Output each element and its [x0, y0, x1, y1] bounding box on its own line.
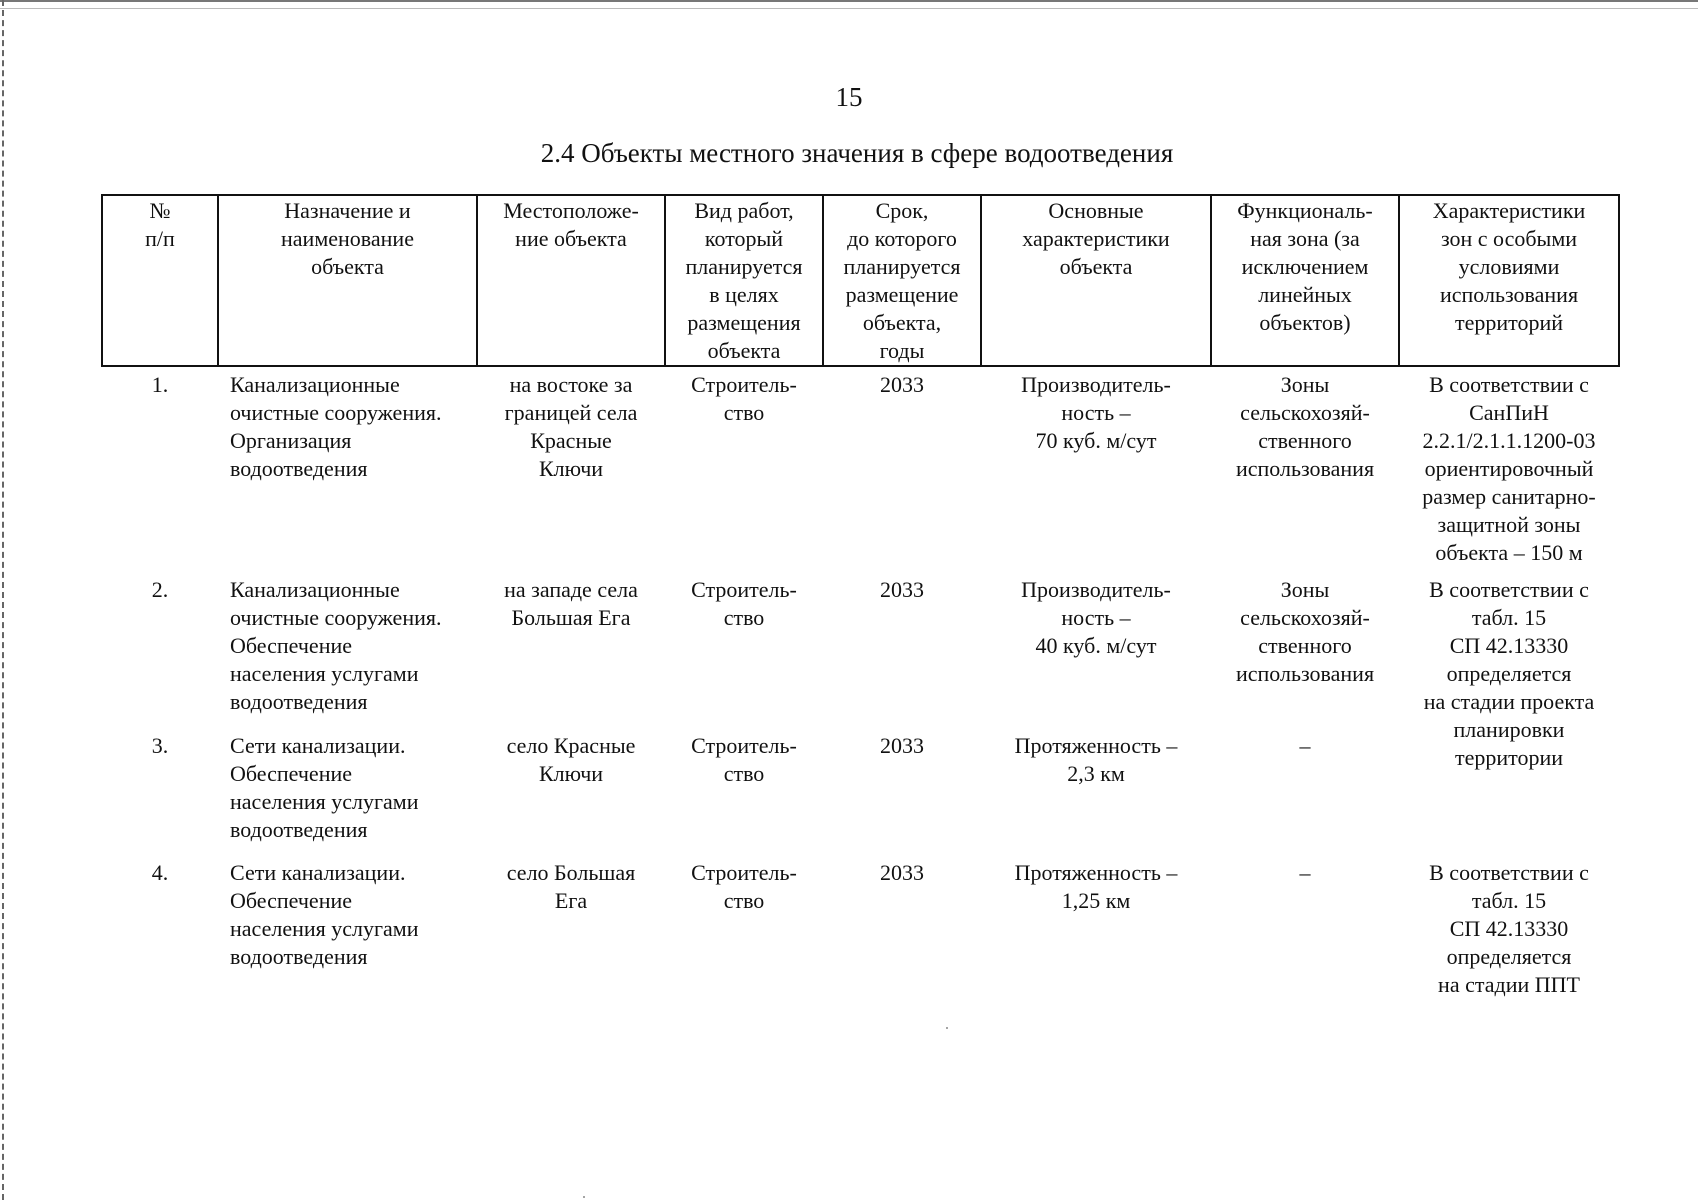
cell-text-line: в целях — [709, 282, 779, 307]
functional-zone-cell — [1211, 728, 1399, 855]
cell-text-line: ственного — [1258, 428, 1352, 453]
cell-text-line: использования — [1235, 456, 1375, 481]
functional-zone-cell — [1211, 855, 1399, 999]
cell-text-line: Обеспечение — [230, 888, 352, 913]
row-number: 4. — [151, 860, 169, 885]
cell-text-line: защитной зоны — [1437, 512, 1581, 537]
term-cell: 2033 — [880, 372, 924, 397]
cell-text-line: Протяженность – — [1014, 733, 1178, 758]
cell-text-line: территорий — [1454, 310, 1564, 335]
cell-text-line: В соответствии с — [1429, 372, 1589, 397]
cell-text-line: Организация — [230, 428, 352, 453]
cell-text-line: ство — [723, 888, 765, 913]
cell-text-line: объекта — [707, 338, 781, 363]
characteristics-cell — [981, 728, 1211, 855]
cell-text-line: населения услугами — [230, 661, 419, 686]
cell-text-line: ность – — [1061, 605, 1131, 630]
cell-text-line: объекта – 150 м — [1435, 540, 1583, 565]
term-cell: 2033 — [880, 577, 924, 602]
cell-text-line: населения услугами — [230, 916, 419, 941]
location-cell — [477, 572, 665, 728]
cell-text-line: Сети канализации. — [230, 860, 406, 885]
cell-text-line: линейных — [1258, 282, 1352, 307]
cell-text-line: Зоны — [1280, 372, 1330, 397]
object-name-cell — [218, 572, 477, 728]
cell-text-line: село Красные — [506, 733, 636, 758]
cell-text-line: 2.2.1/2.1.1.1200-03 — [1422, 428, 1596, 453]
cell-text-line: объекта — [311, 254, 384, 279]
cell-text-line: ние объекта — [515, 226, 627, 251]
cell-text-line: В соответствии с — [1429, 577, 1589, 602]
cell-text-line: табл. 15 — [1471, 605, 1547, 630]
cell-text-line: Строитель- — [691, 733, 797, 758]
cell-text-line: определяется — [1446, 944, 1572, 969]
cell-text-line: на стадии ППТ — [1438, 972, 1580, 997]
header-cell — [218, 195, 477, 366]
cell-text-line: территории — [1454, 745, 1564, 770]
cell-text-line: планируется — [843, 254, 961, 279]
cell-text-line: очистные сооружения. — [230, 605, 442, 630]
cell-text-line: Производитель- — [1021, 577, 1171, 602]
special-zone-cell — [1399, 366, 1619, 572]
cell-text-line: объектов) — [1259, 310, 1351, 335]
cell-text-line: ство — [723, 761, 765, 786]
cell-text-line: ная зона (за — [1250, 226, 1360, 251]
cell-text-line: 2,3 км — [1067, 761, 1125, 786]
cell-text-line: планируется — [685, 254, 803, 279]
cell-text-line: Красные — [530, 428, 612, 453]
header-cell — [665, 195, 823, 366]
cell-text-line: Функциональ- — [1237, 198, 1373, 223]
cell-text-line: использования — [1235, 661, 1375, 686]
header-cell — [823, 195, 981, 366]
scan-edge-top-inner — [0, 8, 1698, 9]
table-row — [102, 855, 1619, 999]
scan-speck — [583, 1196, 585, 1198]
cell-text-line: населения услугами — [230, 789, 419, 814]
cell-text-line: 70 куб. м/сут — [1035, 428, 1157, 453]
cell-text-line: водоотведения — [230, 689, 368, 714]
location-cell — [477, 855, 665, 999]
header-cell — [1211, 195, 1399, 366]
cell-text-line: характеристики — [1022, 226, 1170, 251]
table-row — [102, 572, 1619, 728]
cell-text-line: СП 42.13330 — [1449, 633, 1569, 658]
cell-text-line: на стадии проекта — [1423, 689, 1595, 714]
cell-text-line: объекта, — [862, 310, 942, 335]
cell-text-line: сельскохозяй- — [1240, 605, 1370, 630]
object-name-cell — [218, 728, 477, 855]
cell-text-line: Обеспечение — [230, 761, 352, 786]
cell-text-line: Большая Ега — [511, 605, 631, 630]
cell-text-line: водоотведения — [230, 456, 368, 481]
work-type-cell — [665, 572, 823, 728]
cell-text-line: табл. 15 — [1471, 888, 1547, 913]
cell-text-line: п/п — [145, 226, 175, 251]
cell-text-line: наименование — [281, 226, 414, 251]
cell-text-line: размер санитарно- — [1422, 484, 1596, 509]
scan-speck — [946, 1027, 948, 1029]
cell-text-line: планировки — [1453, 717, 1565, 742]
work-type-cell — [665, 855, 823, 999]
functional-zone-cell — [1211, 572, 1399, 728]
object-name-cell — [218, 366, 477, 572]
cell-text-line: зон с особыми — [1440, 226, 1578, 251]
cell-text-line: Местоположе- — [503, 198, 639, 223]
header-cell — [981, 195, 1211, 366]
cell-text-line: – — [1299, 860, 1311, 885]
cell-text-line: В соответствии с — [1429, 860, 1589, 885]
work-type-cell — [665, 366, 823, 572]
special-zone-cell — [1399, 855, 1619, 999]
cell-text-line: границей села — [504, 400, 638, 425]
characteristics-cell — [981, 366, 1211, 572]
page-title: 2.4 Объекты местного значения в сфере водоотведения — [540, 138, 1174, 168]
table-row — [102, 728, 1619, 855]
cell-text-line: Строитель- — [691, 860, 797, 885]
cell-text-line: Зоны — [1280, 577, 1330, 602]
cell-text-line: Ключи — [538, 761, 604, 786]
cell-text-line: Срок, — [875, 198, 929, 223]
cell-text-line: годы — [879, 338, 925, 363]
cell-text-line: Сети канализации. — [230, 733, 406, 758]
cell-text-line: исключением — [1241, 254, 1369, 279]
characteristics-cell — [981, 572, 1211, 728]
cell-text-line: Канализационные — [230, 372, 400, 397]
location-cell — [477, 728, 665, 855]
table-header-row — [102, 195, 1619, 366]
cell-text-line: водоотведения — [230, 817, 368, 842]
cell-text-line: на западе села — [504, 577, 638, 602]
cell-text-line: Ега — [554, 888, 588, 913]
table-row — [102, 366, 1619, 572]
objects-table — [101, 194, 1620, 999]
term-cell: 2033 — [880, 860, 924, 885]
cell-text-line: Обеспечение — [230, 633, 352, 658]
header-cell — [477, 195, 665, 366]
special-zone-cell — [1399, 572, 1619, 855]
cell-text-line: СанПиН — [1469, 400, 1549, 425]
cell-text-line: 1,25 км — [1061, 888, 1131, 913]
cell-text-line: 40 куб. м/сут — [1035, 633, 1157, 658]
cell-text-line: ство — [723, 400, 765, 425]
cell-text-line: сельскохозяй- — [1240, 400, 1370, 425]
cell-text-line: ственного — [1258, 633, 1352, 658]
cell-text-line: размещение — [845, 282, 959, 307]
cell-text-line: Протяженность – — [1014, 860, 1178, 885]
scan-edge-top — [0, 0, 1698, 8]
cell-text-line: водоотведения — [230, 944, 368, 969]
work-type-cell — [665, 728, 823, 855]
cell-text-line: ориентировочный — [1424, 456, 1594, 481]
cell-text-line: село Большая — [506, 860, 636, 885]
cell-text-line: размещения — [687, 310, 801, 335]
cell-text-line: условиями — [1458, 254, 1560, 279]
characteristics-cell — [981, 855, 1211, 999]
cell-text-line: Канализационные — [230, 577, 400, 602]
row-number: 2. — [151, 577, 169, 602]
cell-text-line: на востоке за — [509, 372, 633, 397]
cell-text-line: очистные сооружения. — [230, 400, 442, 425]
location-cell — [477, 366, 665, 572]
cell-text-line: Основные — [1048, 198, 1144, 223]
functional-zone-cell — [1211, 366, 1399, 572]
cell-text-line: использования — [1439, 282, 1579, 307]
cell-text-line: – — [1299, 733, 1311, 758]
cell-text-line: до которого — [847, 226, 957, 251]
header-cell — [1399, 195, 1619, 366]
scan-edge-left — [2, 0, 4, 1200]
header-cell — [102, 195, 218, 366]
cell-text-line: Строитель- — [691, 372, 797, 397]
object-name-cell — [218, 855, 477, 999]
term-cell: 2033 — [880, 733, 924, 758]
cell-text-line: Характеристики — [1432, 198, 1586, 223]
cell-text-line: ность – — [1061, 400, 1131, 425]
page-number: 15 — [835, 82, 863, 112]
cell-text-line: ство — [723, 605, 765, 630]
cell-text-line: Назначение и — [284, 198, 411, 223]
cell-text-line: Вид работ, — [694, 198, 794, 223]
cell-text-line: объекта — [1059, 254, 1133, 279]
row-number: 3. — [151, 733, 169, 758]
cell-text-line: Ключи — [538, 456, 604, 481]
cell-text-line: СП 42.13330 — [1449, 916, 1569, 941]
cell-text-line: № — [149, 198, 171, 223]
cell-text-line: Строитель- — [691, 577, 797, 602]
cell-text-line: определяется — [1446, 661, 1572, 686]
cell-text-line: который — [704, 226, 784, 251]
row-number: 1. — [151, 372, 169, 397]
cell-text-line: Производитель- — [1021, 372, 1171, 397]
